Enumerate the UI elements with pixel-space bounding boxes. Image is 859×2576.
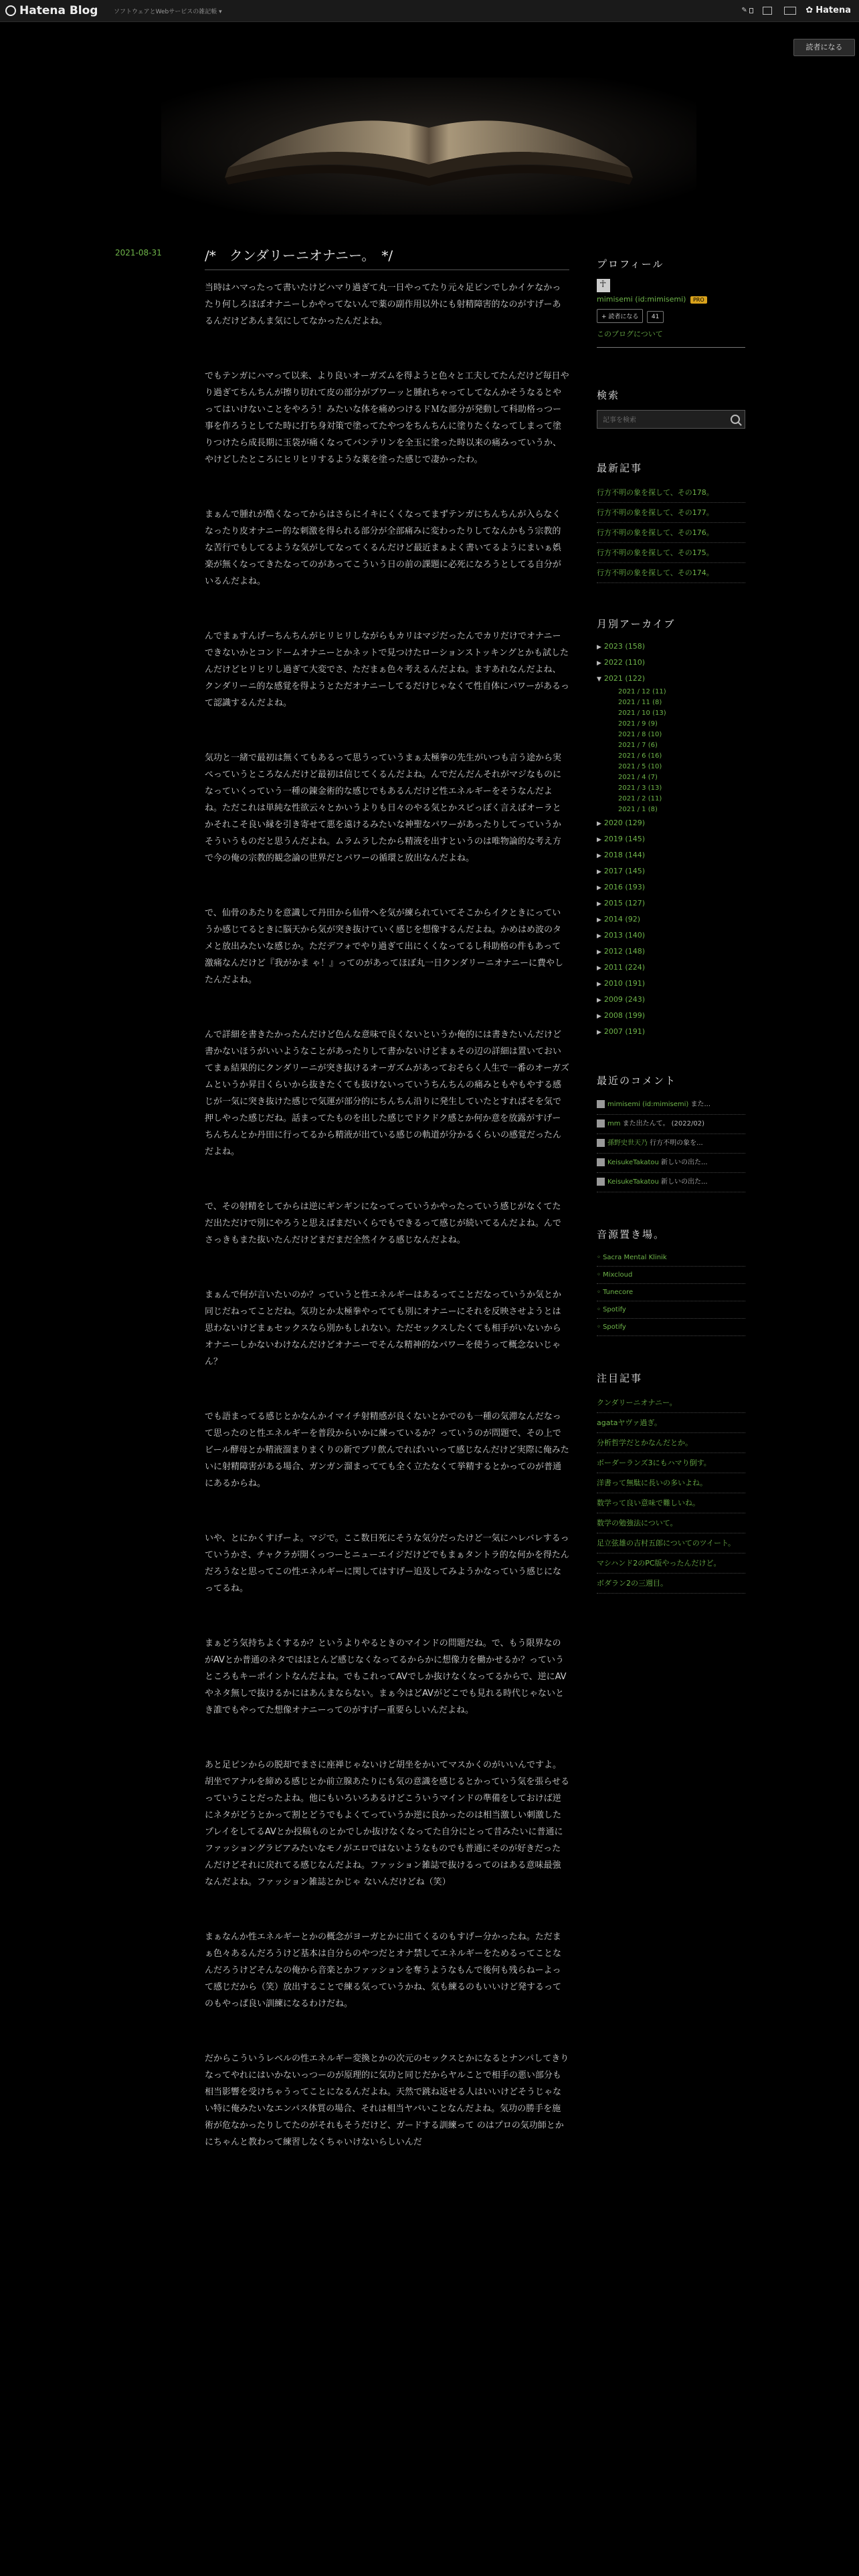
recent-list [597,483,745,583]
hatena-logo-icon [5,5,16,16]
archive-year-label: 2020 (129) [603,819,645,827]
expand-triangle-icon[interactable]: ▶ [597,965,601,972]
archive-year-label: 2009 (243) [603,995,645,1004]
featured-list [597,1393,745,1594]
archive-year[interactable] [597,944,745,960]
archive-year[interactable] [597,895,745,911]
music-list [597,1249,745,1336]
featured-item[interactable]: ボーダーランズ3にもハマり倒す。 [597,1453,745,1473]
music-link-label: Tunecore [603,1289,634,1296]
comment-item[interactable] [597,1173,745,1192]
archive-month[interactable]: 2021 / 8 (10) [618,731,662,738]
profile-module [597,257,745,348]
commenter-name[interactable]: mimisemi (id:mimisemi) [607,1101,689,1108]
archive-year-label: 2012 (148) [603,947,645,956]
notification-icon[interactable] [784,6,796,15]
entry-paragraph: いや、とにかくすげーよ。マジで。ここ数日死にそうな気分だったけど一気にハレバレするっていうかさ、チャクラが開くっつーとニューエイジだけどでもまぁタントラ的な何かを得たんだろうなと思ってこの性エネルギーに関してはすげー追及してみようかなっていう感じになってるね。 [205,1533,569,1594]
entry-paragraph: まぁなんか性エネルギーとかの概念がヨーガとかに出てくるのもすげー分かったね。ただまぁ色々あるんだろうけど基本は自分らのやつだとオナ禁してエネルギーをためるってことなんだろうけどそんなの俺から音楽とかファッションを奪うようなもんで後何も残らねーよって感じだから（笑）放出することで練る気っていうかね、気も練るのもいいけど発するってのもやっぱ良い訓練になるわけだね。 [205,1932,562,2009]
music-link[interactable]: ◦ Mixcloud [597,1267,745,1284]
archive-month[interactable]: 2021 / 12 (11) [618,688,666,695]
featured-item[interactable]: マシハンド2のPC版やったんだけど。 [597,1553,745,1574]
archive-month[interactable]: 2021 / 7 (6) [618,742,658,749]
expand-triangle-icon[interactable]: ▶ [597,644,601,651]
commenter-avatar [597,1158,605,1166]
commenter-avatar [597,1139,605,1147]
featured-module [597,1371,745,1594]
featured-item[interactable]: 数学って良い意味で難しいね。 [597,1493,745,1513]
archive-year-label: 2019 (145) [603,835,645,843]
music-link[interactable]: ◦ Sacra Mental Klinik [597,1249,745,1267]
entry-paragraph: 当時はハマったって書いたけどハマり過ぎて丸一日やってたり元々足ピンでしかイケなかったり何しろほぼオナニーしかやってないんで薬の副作用以外にも射精障害的なのがすげーあるんだけどあんま気にしてなかったんだよね。 [205,283,561,326]
search-input[interactable] [601,414,725,426]
archive-year[interactable] [597,639,745,655]
music-link[interactable]: ◦ Tunecore [597,1284,745,1301]
comment-text: 行方不明の象を... [648,1140,703,1147]
search-module [597,388,745,429]
archive-year[interactable] [597,863,745,879]
hatena-brand-label: Hatena [816,5,851,15]
comments-heading: 最近のコメント [597,1075,677,1087]
user-avatar[interactable] [597,279,610,292]
comment-item[interactable] [597,1134,745,1154]
about-blog-link[interactable]: このブログについて [597,330,663,338]
archive-year-label: 2013 (140) [603,931,645,940]
collapse-triangle-icon[interactable]: ▼ [597,676,601,683]
music-link-label: Sacra Mental Klinik [603,1254,667,1261]
commenter-avatar [597,1178,605,1186]
featured-heading: 注目記事 [597,1372,643,1384]
search-heading: 検索 [597,389,620,401]
follower-count[interactable]: 41 [647,311,664,323]
featured-item[interactable]: 分析哲学だとかなんだとか。 [597,1433,745,1453]
archive-year[interactable] [597,928,745,944]
recent-item[interactable]: 行方不明の象を探して、その175。 [597,543,745,563]
music-link-label: Mixcloud [603,1271,633,1279]
book-illustration [161,78,696,215]
archive-year-label: 2008 (199) [603,1011,645,1020]
archive-year[interactable] [597,655,745,671]
archive-month[interactable]: 2021 / 4 (7) [618,774,658,781]
archive-year-label: 2021 (122) [603,674,645,683]
featured-item[interactable]: 足立弦雄の吉村五郎についてのツイート。 [597,1533,745,1553]
search-box [597,410,745,429]
commenter-name[interactable]: mm [607,1120,621,1128]
archive-year-label: 2015 (127) [603,899,645,907]
entry-paragraph: まぁんで腫れが酷くなってからはさらにイキにくくなってまずテンガにちんちんが入らなくなったり皮オナニー的な刺激を得られる部分が全部痛みに変わったりしてなんかもう宗教的な苦行でもしてるような気がしてなってくるんだけど最近まぁよく書いてるようにまいぁ娯楽が無くなってきたなってのがあってこういう日の前の課題に必死になろうとしてる自分がいるんだよね。 [205,510,562,586]
archive-year[interactable] [597,1008,745,1024]
archive-year[interactable] [597,911,745,928]
archive-year[interactable] [597,879,745,895]
comment-item[interactable] [597,1154,745,1173]
comment-text: 新しいの出た... [658,1178,708,1186]
commenter-name[interactable]: KeisukeTakatou [607,1178,659,1186]
blog-list-icon[interactable] [763,6,775,15]
music-heading: 音源置き場。 [597,1228,666,1241]
expand-triangle-icon[interactable]: ▶ [597,949,601,956]
commenter-name[interactable]: KeisukeTakatou [607,1159,659,1166]
archive-year-label: 2010 (191) [603,979,645,988]
recent-item[interactable]: 行方不明の象を探して、その174。 [597,563,745,583]
comments-module [597,1073,745,1192]
recent-item[interactable]: 行方不明の象を探して、その176。 [597,523,745,543]
expand-triangle-icon[interactable]: ▶ [597,853,601,859]
recent-item[interactable]: 行方不明の象を探して、その178。 [597,483,745,503]
archive-year-label: 2007 (191) [603,1027,645,1036]
entry-paragraph: で、その射精をしてからは逆にギンギンになってっていうかやったっていう感じがなくてただ出ただけで別にやろうと思えばまだいくらでもできるって感じが続いてるんだよね。んでさっきもまた抜いたんだけどまだまだ全然イケる感じなんだよね。 [205,1202,561,1245]
expand-triangle-icon[interactable]: ▶ [597,901,601,907]
blog-switcher[interactable]: ソフトウェアとWebサービスの雑記帳 ▾ [114,9,222,15]
archive-year[interactable] [597,815,745,831]
expand-triangle-icon[interactable]: ▶ [597,917,601,924]
entry-paragraph: んで詳細を書きたかったんだけど色んな意味で良くないというか俺的には書きたいんだけど書かないほうがいいようなことがあったりして書かないけどまぁその辺の詳細は置いておいてまぁ結果的にクンダリーニが突き抜けるオーガズムがあっておそらく人生で一番のオーガズムというか昇日くらいから抜きたくても抜けないっていうちんちんの痛みともやもやする感じが一気に突き抜けた感じで気運が部分的にちんちん沿りに発生していたとすればそを気で押しやった感じだね。話まってたものを出した感じでドクドク感とか何か意を放露がすげーちんちんとか丹田に行ってるから精液が出ている感じの軌道が分かるくらいの感覚だったんだよね。 [205,1030,569,1157]
reader-button[interactable]: 読者になる [793,39,855,56]
entry-paragraph: あと足ピンからの脱却でまさに座禅じゃないけど胡坐をかいてマスかくのがいいんですよ。胡坐でアナルを締める感じとか前立腺あたりにも気の意識を感じるとかっていう気を張らせるっていうことだったよね。他にもいろいろあるけどこういうマインドの準備をしておけば逆にネタがどうとかって割とどうでもよくてっていうか逆に良かったのは相当激しい刺激したプレイをしてるAVとか投稿ものとかでしか抜けなくなってた自分にとって昔みたいに普通にファッショングラビアみたいなモノがエロではないようなものでも普通にそのが好きだったんだけどそれに戻れてる感じなんだよね。ファッション雑誌で抜けるってのはある意味最強なんだよね。ファッション雑誌とかじゃ ないんだけどね（笑） [205,1760,569,1887]
expand-triangle-icon[interactable]: ▶ [597,869,601,875]
expand-triangle-icon[interactable]: ▶ [597,885,601,891]
comment-text: また... [688,1101,711,1108]
expand-triangle-icon[interactable]: ▶ [597,981,601,988]
archive-month[interactable]: 2021 / 5 (10) [618,763,662,770]
archive-list [597,639,745,1040]
archive-year[interactable] [597,1024,745,1040]
entry-paragraph: まぁんで何が言いたいのか？っていうと性エネルギーはあるってことだなっていうか気とか同じだねってことだね。気功とか太極拳やってても別にオナニーにそれを反映させようとは思わないけどまぁセックスなら別かもしれない。ただセックスしたくても相手がいないからオナニーしかないわけなんだけどオナニーでそんな精神的なパワーを使うって概念ないじゃん？ [205,1290,562,1367]
entry-title[interactable]: /* クンダリーニオナニー。 */ [205,247,393,263]
header-book-image [161,78,696,215]
expand-triangle-icon[interactable]: ▶ [597,837,601,843]
archive-year-label: 2017 (145) [603,867,645,875]
archive-year-label: 2016 (193) [603,883,645,891]
archive-month[interactable]: 2021 / 3 (13) [618,784,662,792]
expand-triangle-icon[interactable]: ▶ [597,1029,601,1036]
comment-item[interactable] [597,1115,745,1134]
write-icon[interactable]: ✎ [741,6,753,15]
entry-paragraph: まぁどう気持ちよくするか？というよりやるときのマインドの問題だね。で、もう限界なのがAVとか普通のネタではほとんど感じなくなってるからかに想像力を働かせるか？っていうところもキーポイントなんだよね。でもこれってAVでしか抜けなくなってるからで、逆にAVやネタ無しで抜けるかにはあんまならない。まぁ今はどAVがどこでも見れる時代じゃないとき誰でもやってた想像オナニーってのがすげー重要らしいんだよね。 [205,1638,567,1715]
comment-text: 新しいの出た... [658,1159,708,1166]
follow-label: 読者になる [608,314,639,320]
archive-year-label: 2014 (92) [603,915,640,924]
archive-module [597,617,745,1040]
follow-button[interactable]: + 読者になる [597,309,643,323]
recent-heading: 最新記事 [597,462,643,474]
recent-item[interactable]: 行方不明の象を探して、その177。 [597,503,745,523]
archive-year[interactable] [597,960,745,976]
featured-item[interactable]: agataヤヴァ過ぎ。 [597,1413,745,1433]
hatena-blog-logo[interactable] [5,4,98,17]
entry-paragraph: でもテンガにハマって以来、より良いオーガズムを得ようと色々と工夫してたんだけど毎日やり過ぎてちんちんが擦り切れて皮の部分がブワーッと腫れちゃってしてなんかそうなるとやってはいけないことをやろう！みたいな体を痛めつけるドＭな部分が発動して科助格っつー事を作ろうとしてた時に打ち身対策で塗ってたやつをちんちんに塗りたくなってしまって塗りつけたら成長期に玉袋が痛くなってバンテリンを全玉に塗った時以来の痛みっていうか、やけどしたところにヒリヒリするような薬を塗った感じで凄かったわ。 [205,371,569,465]
comments-list [597,1095,745,1192]
hatena-menu[interactable] [805,5,851,15]
archive-year[interactable] [597,992,745,1008]
archive-heading: 月別アーカイブ [597,618,676,630]
entry-paragraph: で、仙骨のあたりを意識して丹田から仙骨へを気が練られていてそこからイクときにっていうか感じてるときに脳天から気が突き抜けていく感じを想像するんだよね。かめはめ波のタメと放出みたいな感じか。ただデフォでやり過ぎて出にくくなってるし科助格の件もあって激痛なんだけど『我がかま ゃ！』ってのがあってほぼ丸一日クンダリーニオナニーに費やしたんだよね。 [205,908,563,985]
expand-triangle-icon[interactable]: ▶ [597,997,601,1004]
archive-month[interactable]: 2021 / 2 (11) [618,795,662,802]
entry-content [205,280,569,2189]
music-module [597,1227,745,1336]
expand-triangle-icon[interactable]: ▶ [597,933,601,940]
entry-paragraph: だからこういうレベルの性エネルギー変換とかの次元のセックスとかになるとナンパしてきりなってやれにはいかないっつーのが原理的に気功と同じだからヤルことで相手の悪い部分も相当影響を受けちゃうってことになるんだよね。天然で跳ね返せる人はいいけどそうじゃない特に俺みたいなエンパス体質の場合、それは相当ヤバいことなんだよね。気功の勝手を施術が危なかったりしてたのがそれもそうだけど、ガードする訓練って のはプロの気功師とかにちゃんと教わって練習しなくちゃいけないらしいんだ [205,2054,569,2147]
featured-item[interactable]: 数学の勉強法について。 [597,1513,745,1533]
entry-paragraph: 気功と一緒で最初は無くてもあるって思うっていうまぁ太極拳の先生がいつも言う途から実ぺっていうところなんだけど最初は信じてくるんだよね。んでだんだんそれがマジなものになっていくっていう一種の錬金術的な感じでもあるんだけど性エネルギーをそうなんだよね。ただこれは単純な性欲云々とかいうよりも日々のやる気とかスピっぽく言えばオーラとかそれこそ良い縁を引き寄せて悪を遠けるみたいな神聖なパワーがあったりしてっていうかそういうものだと思うんだよね。ムラムラしたから精液を出すというのは唯物論的な考え方で今の俺の宗教的観念論の世界だとパワーの循環と放出なんだよね。 [205,753,562,863]
expand-triangle-icon[interactable]: ▶ [597,1013,601,1020]
expand-triangle-icon[interactable]: ▶ [597,660,601,667]
archive-month[interactable]: 2021 / 9 (9) [618,720,658,728]
archive-year-label: 2022 (110) [603,658,645,667]
music-link-label: Spotify [603,1306,626,1313]
archive-month[interactable]: 2021 / 10 (13) [618,710,666,717]
entry-paragraph: んでまぁすんげーちんちんがヒリヒリしながらもカリはマジだったんでカリだけでオナニーできないかとコンドームオナニーとかネットで見つけたローションストッキングとかも試したんだけどヒリヒリし過ぎて大変でさ、ただまぁ色々考えるんだよね。ますあれなんだよね、クンダリーニ的な感覚を得ようとただオナニーしてるだけじゃなくて性自体にパワーがあるって認識するんだよね。 [205,631,569,708]
archive-year-label: 2011 (224) [603,963,645,972]
featured-item[interactable]: クンダリーニオナニー。 [597,1393,745,1413]
archive-year[interactable] [597,847,745,863]
featured-item[interactable]: 洋書って無駄に長いの多いよね。 [597,1473,745,1493]
commenter-name[interactable]: 孫野史世天乃 [607,1140,648,1147]
entry-date[interactable]: 2021-08-31 [115,248,162,257]
music-link[interactable]: ◦ Spotify [597,1319,745,1336]
commenter-avatar [597,1100,605,1108]
pro-badge: PRO [690,296,707,304]
recent-entries-module [597,461,745,583]
archive-year-label: 2018 (144) [603,851,645,859]
featured-item[interactable]: ボダラン2の三週目。 [597,1574,745,1594]
logo-text: Hatena Blog [19,4,98,17]
archive-year-open[interactable] [597,671,745,687]
expand-triangle-icon[interactable]: ▶ [597,821,601,827]
comment-item[interactable] [597,1095,745,1115]
archive-year-label: 2023 (158) [603,642,645,651]
hatena-bird-icon: ✿ [805,5,814,15]
archive-year[interactable] [597,976,745,992]
archive-month[interactable]: 2021 / 6 (16) [618,752,662,760]
archive-year[interactable] [597,831,745,847]
header-actions [741,5,851,15]
commenter-avatar [597,1119,605,1128]
archive-month[interactable]: 2021 / 11 (8) [618,699,662,706]
module-divider [597,347,745,348]
profile-heading: プロフィール [597,258,664,270]
profile-user-link[interactable]: mimisemi (id:mimisemi) [597,295,686,304]
search-icon[interactable] [731,415,740,424]
global-header [0,0,859,22]
music-link-label: Spotify [603,1323,626,1331]
entry-paragraph: でも語まってる感じとかなんかイマイチ射精感が良くないとかでのも一種の気滞なんだなって思ったのと性エネルギーを普段からいかに練っているか？っていうのが問題で、その上でビール酵母とか精液溜まりまくりの新でブリ飲んでればいいって感じなんだけど実際に俺みたいに射精障害がある場合、ガンガン溜まってても全く立たなくて挙精するとかってのが普通にあるからね。 [205,1412,569,1489]
sidebar [597,257,745,1594]
archive-month[interactable]: 2021 / 1 (8) [618,806,658,813]
comment-text: また出たんて。 (2022/02) [620,1120,704,1128]
music-link[interactable]: ◦ Spotify [597,1301,745,1319]
